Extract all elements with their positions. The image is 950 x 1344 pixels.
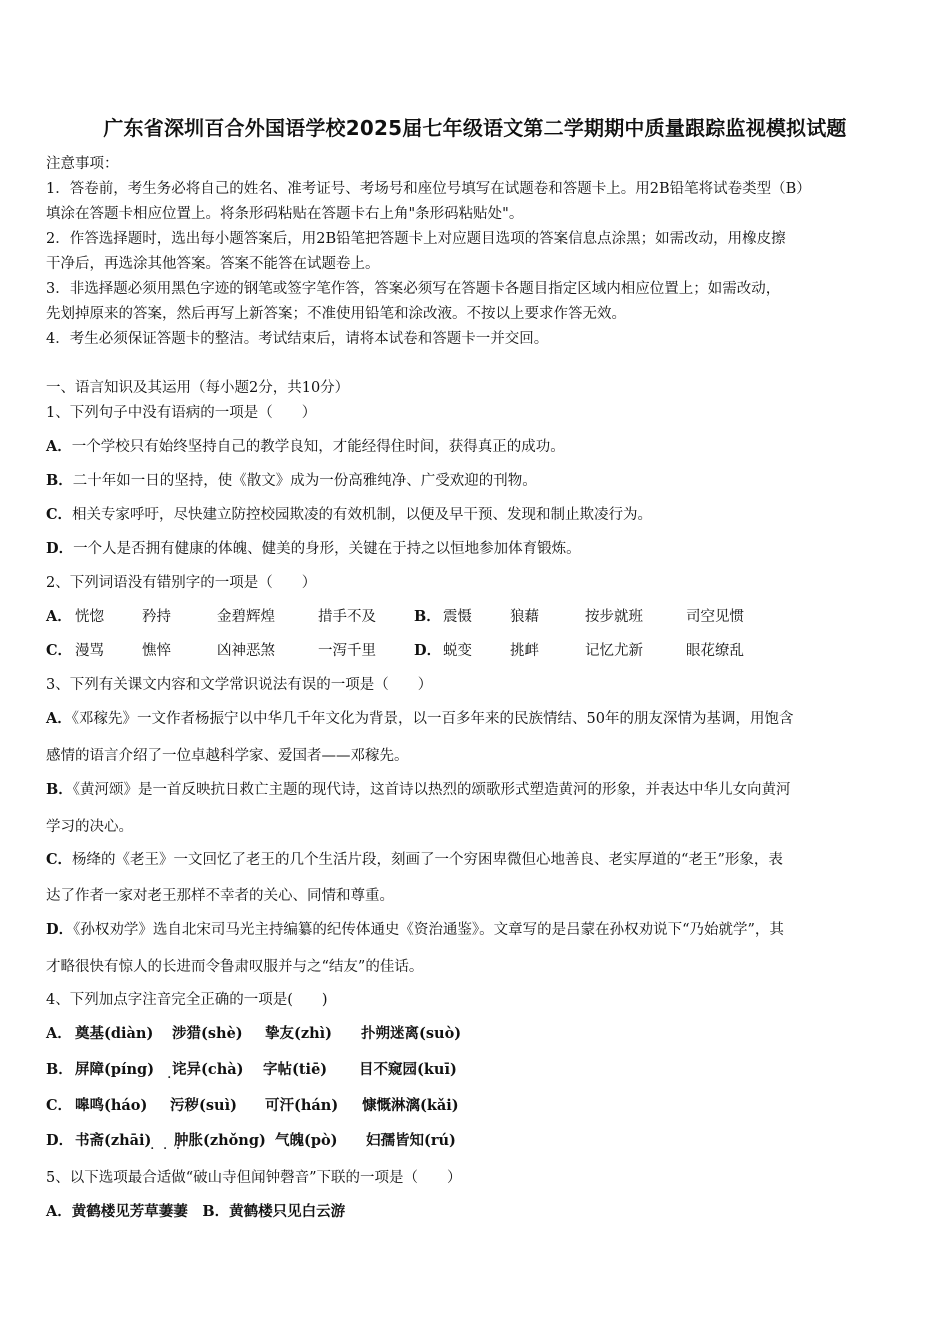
- pinyin-item: 书斋(zhāi): [75, 1132, 152, 1149]
- option-label: D．: [46, 1132, 74, 1149]
- option-label: A．: [46, 1203, 72, 1220]
- notice-line: 填涂在答题卡相应位置上。将条形码粘贴在答题卡右上角"条形码粘贴处"。: [46, 206, 524, 222]
- option-text: 相关专家呼吁，尽快建立防控校园欺凌的有效机制，以便及早干预、发现和制止欺凌行为。: [72, 507, 653, 523]
- option-label: D．: [46, 540, 74, 557]
- question-stem: 5、以下选项最合适做“破山寺但闻钟磬音”下联的一项是（ ）: [46, 1170, 462, 1186]
- option-text: 《黄河颂》是一首反映抗日救亡主题的现代诗，这首诗以热烈的颂歌形式塑造黄河的形象，并表达中华儿女向黄河: [72, 782, 791, 798]
- option: [46, 435, 565, 456]
- option-label: B．: [46, 781, 73, 798]
- option: [46, 537, 581, 558]
- option-label: A．: [46, 438, 72, 455]
- word: 漫骂: [75, 643, 104, 659]
- notice-line: 干净后，再选涂其他答案。答案不能答在试题卷上。: [46, 256, 380, 272]
- option-text: 《邓稼先》一文作者杨振宁以中华几千年文化为背景，以一百多年来的民族情结、50年的朋友深情为基调，用饱含: [71, 711, 794, 727]
- option-text: 黄鹤楼只见白云游: [229, 1203, 346, 1220]
- option-label: B．: [46, 472, 73, 489]
- word: 憔悴: [142, 643, 171, 659]
- option-label: A．: [46, 608, 72, 625]
- notice-line: 3．非选择题必须用黑色字迹的钢笔或签字笔作答，答案必须写在答题卡各题目指定区域内相应位置上；如需改动，: [46, 281, 781, 297]
- option-text: 一个人是否拥有健康的体魄、健美的身形，关键在于持之以恒地参加体育锻炼。: [73, 541, 581, 557]
- word: 狼藉: [510, 609, 539, 625]
- word: 记忆尤新: [585, 643, 643, 659]
- question-stem: 3、下列有关课文内容和文学常识说法有误的一项是（ ）: [46, 677, 433, 693]
- emphasis-dot: .: [167, 1066, 174, 1082]
- pinyin-item: 嗥鸣(háo): [75, 1097, 148, 1114]
- word: 金碧辉煌: [217, 609, 275, 625]
- option-text: 一个学校只有始终坚持自己的教学良知，才能经得住时间，获得真正的成功。: [71, 439, 565, 455]
- emphasis-dot: . . .: [150, 1137, 183, 1153]
- option-label: B．: [46, 1061, 73, 1078]
- word: 挑衅: [510, 643, 539, 659]
- option: [46, 503, 652, 524]
- notice-heading: 注意事项：: [46, 156, 119, 172]
- pinyin-item: 字帖(tiē): [263, 1061, 328, 1078]
- option-continuation: 学习的决心。: [46, 819, 133, 835]
- word: 恍惚: [75, 609, 104, 625]
- option-label: D．: [414, 642, 442, 659]
- pinyin-item: 肿胀(zhǒng): [174, 1132, 266, 1149]
- option-label: B．: [202, 1203, 230, 1220]
- notice-line: 先划掉原来的答案，然后再写上新答案；不准使用铅笔和涂改液。不按以上要求作答无效。: [46, 306, 626, 322]
- option: [46, 778, 791, 799]
- pinyin-item: 慷慨淋漓(kǎi): [362, 1097, 459, 1114]
- notice-line: 2．作答选择题时，选出每小题答案后，用2B铅笔把答题卡上对应题目选项的答案信息点涂黑；如需改动，用橡皮擦: [46, 231, 786, 247]
- option-label: D．: [46, 921, 74, 938]
- section-heading: 一、语言知识及其运用（每小题2分，共10分）: [46, 380, 350, 396]
- word: 蜕变: [443, 643, 472, 659]
- pinyin-item: 可汗(hán): [265, 1097, 339, 1114]
- option-text: 黄鹤楼见芳草萋萋: [71, 1203, 188, 1220]
- pinyin-item: 扑朔迷离(suò): [361, 1025, 462, 1042]
- pinyin-item: 污秽(suì): [170, 1097, 237, 1114]
- option-continuation: 达了作者一家对老王那样不幸者的关心、同情和尊重。: [46, 888, 394, 904]
- option: [46, 848, 783, 869]
- option-line: [46, 1200, 345, 1221]
- option-label: B．: [414, 608, 441, 625]
- option-continuation: 感情的语言介绍了一位卓越科学家、爱国者——邓稼先。: [46, 748, 409, 764]
- word: 按步就班: [585, 609, 643, 625]
- option-label: C．: [46, 851, 73, 868]
- page-title: 广东省深圳百合外国语学校2025届七年级语文第二学期期中质量跟踪监视模拟试题: [103, 116, 847, 140]
- word: 一泻千里: [318, 643, 376, 659]
- option: [46, 707, 793, 728]
- question-stem: 1、下列句子中没有语病的一项是（ ）: [46, 405, 317, 421]
- option-label: C．: [46, 506, 73, 523]
- option-continuation: 才略很快有惊人的长进而令鲁肃叹服并与之“结友”的佳话。: [46, 959, 424, 975]
- word: 凶神恶煞: [217, 643, 275, 659]
- word: 措手不及: [318, 609, 376, 625]
- word: 震慑: [443, 609, 472, 625]
- option-text: 杨绛的《老王》一文回忆了老王的几个生活片段，刻画了一个穷困卑微但心地善良、老实厚道的“老王”形象，表: [72, 852, 783, 868]
- pinyin-item: 目不窥园(kuī): [359, 1061, 457, 1078]
- pinyin-item: 涉猎(shè): [172, 1025, 243, 1042]
- pinyin-item: 挚友(zhì): [265, 1025, 333, 1042]
- option: [46, 469, 537, 490]
- notice-line: 1．答卷前，考生务必将自己的姓名、准考证号、考场号和座位号填写在试题卷和答题卡上。用2B铅笔将试卷类型（B）: [46, 181, 811, 197]
- word: 司空见惯: [686, 609, 744, 625]
- option-text: 二十年如一日的坚持，使《散文》成为一份高雅纯净、广受欢迎的刊物。: [72, 473, 537, 489]
- option-label: C．: [46, 1097, 73, 1114]
- option-label: A．: [46, 1025, 72, 1042]
- pinyin-item: 屏障(píng): [75, 1061, 155, 1078]
- question-stem: 4、下列加点字注音完全正确的一项是( ): [46, 992, 328, 1008]
- option-label: C．: [46, 642, 73, 659]
- word: 矜持: [142, 609, 171, 625]
- pinyin-item: 妇孺皆知(rú): [366, 1132, 456, 1149]
- pinyin-item: 奠基(diàn): [75, 1025, 154, 1042]
- option-text: 《孙权劝学》选自北宋司马光主持编纂的纪传体通史《资治通鉴》。文章写的是吕蒙在孙权劝说下“乃始就学”，其: [73, 922, 784, 938]
- option: [46, 918, 784, 939]
- word: 眼花缭乱: [686, 643, 744, 659]
- pinyin-item: 气魄(pò): [275, 1132, 338, 1149]
- notice-line: 4．考生必须保证答题卡的整洁。考试结束后，请将本试卷和答题卡一并交回。: [46, 331, 549, 347]
- pinyin-item: 诧异(chà): [172, 1061, 244, 1078]
- question-stem: 2、下列词语没有错别字的一项是（ ）: [46, 575, 317, 591]
- option-label: A．: [46, 710, 72, 727]
